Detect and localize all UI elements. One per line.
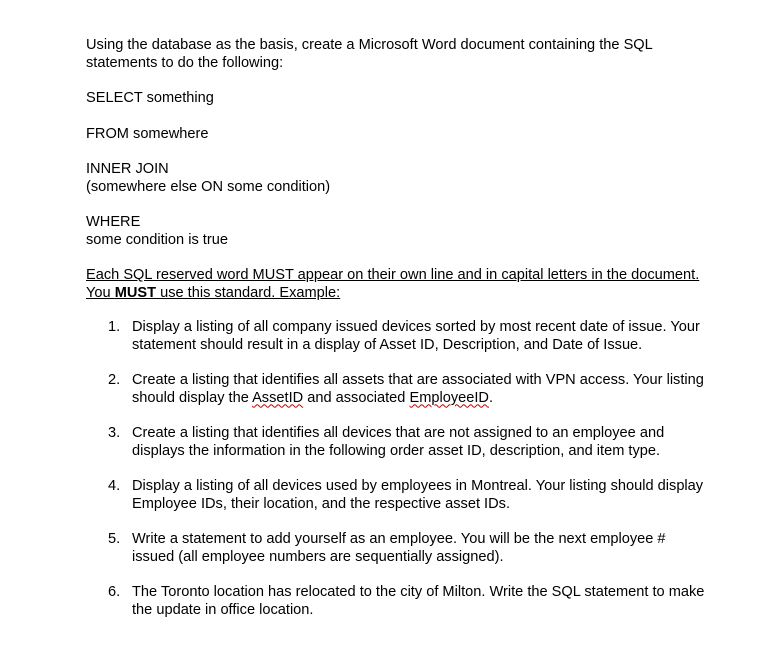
intro-paragraph: Using the database as the basis, create a Microsoft Word document containing the SQL statements to do the following: — [86, 37, 653, 71]
task-number: 6. — [108, 584, 121, 600]
sql-where-condition: some condition is true — [86, 231, 228, 248]
sql-join-line: INNER JOIN — [86, 161, 169, 177]
sql-from-line: FROM somewhere — [86, 125, 209, 142]
sql-select-line: SELECT something — [86, 90, 214, 106]
task-item-6 — [86, 584, 706, 619]
task-text: The Toronto location has relocated to the city of Milton. Write the SQL statement to make the update in office location. — [132, 584, 705, 618]
task-number: 4. — [108, 478, 121, 494]
task-text-after: . — [488, 389, 494, 406]
spellcheck-employee-id: EmployeeID — [409, 389, 489, 406]
task-text: Write a statement to add yourself as an employee. You will be the next employee # issued (all employee numbers are sequentially assigned). — [132, 531, 666, 565]
spellcheck-asset-id: AssetID — [252, 389, 304, 406]
task-text-middle: and associated — [303, 389, 410, 406]
task-item-5 — [86, 531, 706, 566]
sql-join-condition: (somewhere else ON some condition) — [86, 178, 331, 195]
task-list — [86, 319, 706, 619]
task-text — [132, 372, 704, 406]
task-text: Create a listing that identifies all devices that are not assigned to an employee and displays the information in the following order asset ID, description, and item type. — [132, 425, 665, 459]
task-text: Display a listing of all devices used by employees in Montreal. Your listing should display Employee IDs, their location, and the respective asset IDs. — [132, 478, 704, 512]
standard-paragraph — [86, 267, 706, 302]
sql-example-join — [86, 161, 706, 196]
task-item-1 — [86, 319, 706, 354]
sql-example-where — [86, 214, 706, 249]
task-item-4 — [86, 478, 706, 513]
standard-text-part1: Each SQL reserved word MUST appear on their own line and in capital letters in the document. You — [86, 267, 700, 301]
task-text: Display a listing of all company issued devices sorted by most recent date of issue. Your statement should result in a display of Asset ID, Description, and Date of Issue. — [132, 319, 700, 353]
standard-text-part2: use this standard. Example: — [156, 284, 341, 301]
task-item-2 — [86, 372, 706, 407]
sql-example-select — [86, 90, 706, 108]
task-item-3 — [86, 425, 706, 460]
sql-example-from — [86, 126, 706, 144]
sql-where-line: WHERE — [86, 214, 141, 230]
task-text-before: Create a listing that identifies all assets that are associated with VPN access. Your listing should display the — [132, 372, 704, 406]
standard-emphasis: MUST — [114, 284, 157, 301]
task-number: 2. — [108, 372, 121, 388]
task-number: 3. — [108, 425, 121, 441]
task-number: 5. — [108, 531, 121, 547]
document-page — [86, 37, 706, 637]
task-number: 1. — [108, 319, 121, 335]
